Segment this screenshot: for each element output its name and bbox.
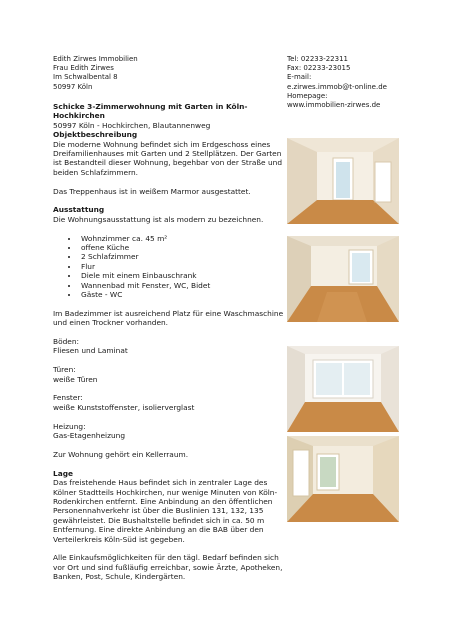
- ausstattung-intro: Die Wohnungsausstattung ist als modern zu bezeichnen.: [53, 214, 264, 224]
- list-item: • Diele mit einem Einbauschrank: [79, 271, 285, 280]
- photo-living-room: [287, 236, 399, 322]
- listing-title: Schicke 3-Zimmerwohnung mit Garten in Köln-Hochkirchen: [53, 102, 248, 121]
- list-item: • Gäste - WC: [79, 290, 285, 299]
- photo-bedroom: [287, 346, 399, 432]
- listing-body: [53, 102, 285, 582]
- keller-text: Zur Wohnung gehört ein Kellerraum.: [53, 449, 189, 459]
- email-label: E-mail:: [287, 73, 312, 82]
- tueren-label: Türen:: [53, 365, 76, 375]
- lage-text-2: Alle Einkaufsmöglichkeiten für den tägl. Bedarf befinden sich vor Ort und sind fußläufig erreichbar, sowie Ärzte, Apotheken, Banken, Post, Schule, Kindergärten.: [53, 553, 283, 582]
- boeden-label: Böden:: [53, 337, 80, 347]
- listing-address: 50997 Köln - Hochkirchen, Blautannenweg: [53, 120, 211, 130]
- objekt-heading: Objektbeschreibung: [53, 130, 138, 140]
- email-link[interactable]: e.zirwes.immob@t-online.de: [287, 82, 387, 91]
- list-item: • Wannenbad mit Fenster, WC, Bidet: [79, 281, 285, 290]
- tueren-value: weiße Türen: [53, 374, 98, 384]
- list-item: • Wohnzimmer ca. 45 m²: [79, 234, 285, 243]
- fenster-label: Fenster:: [53, 393, 83, 403]
- ausstattung-heading: Ausstattung: [53, 205, 105, 215]
- lage-text: Das freistehende Haus befindet sich in zentraler Lage des Kölner Stadtteils Hochkirchen, nur wenige Minuten von Köln-Rodenkirchen entfernt. Eine Anbindung an den öffentlichen Personennahverkehr ist über die Buslinien 131, 132, 135 gewährleistet. Die Bushaltstelle befindet sich in ca. 50 m Entfernung. Eine direkte Anbindung an die BAB über den Verteilerkreis Köln-Süd ist gegeben.: [53, 478, 278, 544]
- phone: Tel: 02233-22311: [287, 55, 348, 63]
- agency-phone-block: [287, 55, 437, 110]
- list-item: • 2 Schlafzimmer: [79, 252, 285, 261]
- agency-name: Edith Zirwes Immobilien: [53, 55, 138, 63]
- objekt-text-2: Das Treppenhaus ist in weißem Marmor ausgestattet.: [53, 186, 251, 196]
- agency-city: 50997 Köln: [53, 82, 93, 91]
- homepage-link[interactable]: www.immobilien-zirwes.de: [287, 101, 381, 110]
- list-item: • offene Küche: [79, 243, 285, 252]
- heizung-label: Heizung:: [53, 421, 86, 431]
- bad-text: Im Badezimmer ist ausreichend Platz für eine Waschmaschine und einen Trockner vorhanden.: [53, 308, 284, 328]
- fax: Fax: 02233-23015: [287, 64, 351, 73]
- agent-name: Frau Edith Zirwes: [53, 64, 114, 73]
- agency-street: Im Schwalbental 8: [53, 73, 118, 82]
- boeden-value: Fliesen und Laminat: [53, 346, 128, 356]
- photo-room: [287, 436, 399, 522]
- lage-heading: Lage: [53, 468, 73, 478]
- fenster-value: weiße Kunststoffenster, isolierverglast: [53, 402, 195, 412]
- objekt-text: Die moderne Wohnung befindet sich im Erdgeschoss eines Dreifamilienhauses mit Garten und 2 Stellplätzen. Der Garten ist Bestandteil dieser Wohnung, begehbar von der Straße und beiden Schlafzimmern.: [53, 139, 283, 177]
- list-item: • Flur: [79, 262, 285, 271]
- homepage-label: Homepage:: [287, 91, 328, 100]
- heizung-value: Gas-Etagenheizung: [53, 431, 126, 441]
- photo-hallway: [287, 138, 399, 224]
- agency-contact-block: [53, 55, 253, 92]
- feature-list: [53, 234, 285, 300]
